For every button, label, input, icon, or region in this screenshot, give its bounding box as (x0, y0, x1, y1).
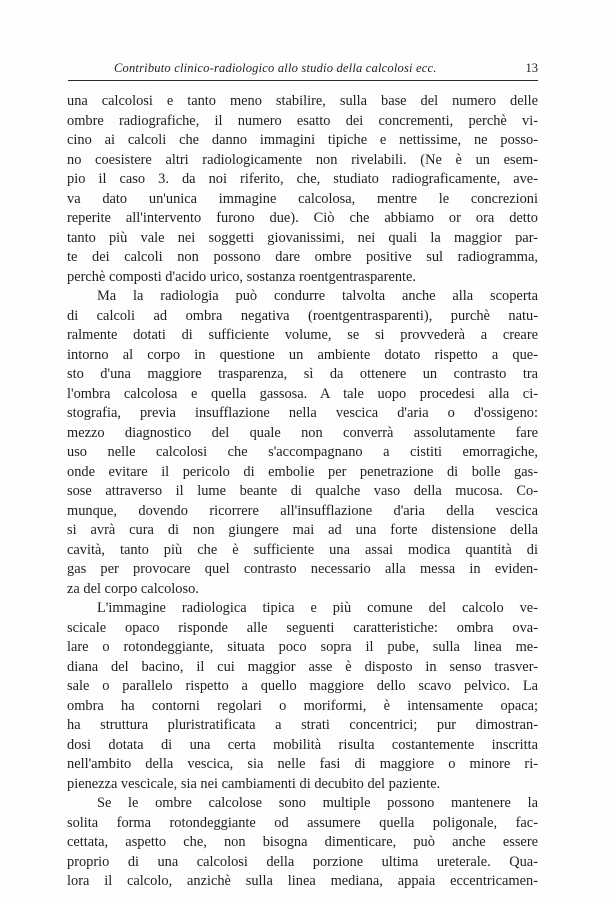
text-line: solita forma rotondeggiante od assumere quella poligonale, fac- (67, 814, 538, 831)
text-line: pio il caso 3. da noi riferito, che, studiato radiograficamente, ave- (67, 171, 538, 187)
text-line: lora il calcolo, anzichè sulla linea mediana, appaia eccentricamen- (67, 873, 538, 889)
text-line: l'ombra calcolosa e quella gassosa. A tale uopo procedesi alla ci- (67, 385, 538, 402)
text-line: cavità, tanto più che è sufficiente una assai modica quantità di (67, 541, 538, 558)
text-line: proprio di una calcolosi della porzione ultima ureterale. Qua- (67, 853, 538, 870)
text-line: ha struttura pluristratificata a strati concentrici; pur dimostran- (67, 717, 538, 733)
text-line: za del corpo calcoloso. (67, 580, 199, 597)
text-line: scicale opaco risponde alle seguenti caratteristiche: ombra ova- (67, 619, 538, 636)
text-line: diana del bacino, il cui maggior asse è disposto in senso trasver- (67, 658, 538, 675)
text-line: cettata, aspetto che, non bisogna dimenticare, può anche essere (67, 834, 538, 850)
paragraph (67, 92, 538, 287)
text-line: lare o rotondeggiante, situata poco sopra il pube, sulla linea me- (67, 639, 538, 655)
text-line: no coesistere altri radiologicamente non rivelabili. (Ne è un esem- (67, 151, 538, 168)
text-line: intorno al corpo in questione un ambiente dotato rispetto a que- (67, 346, 538, 363)
text-line: nell'ambito della vescica, sia nelle fasi di maggiore o minore ri- (67, 756, 538, 772)
text-line: munque, dovendo ricorrere all'insufflazione d'aria della vescica (67, 502, 538, 519)
text-line: sto d'una maggiore trasparenza, sì da ottenere un contrasto tra (67, 366, 538, 382)
text-line: ralmente dotati di sufficiente volume, se si provvederà a creare (67, 327, 538, 343)
text-line: te dei calcoli non possono dare ombre positive sul radiogramma, (67, 249, 538, 265)
text-line: sale o parallelo rispetto a quello maggiore dello scavo pelvico. La (67, 678, 538, 694)
text-line: Ma la radiologia può condurre talvolta anche alla scoperta (97, 288, 538, 304)
text-line: ombre radiografiche, il numero esatto dei concrementi, perchè vi- (67, 112, 538, 129)
text-line: sose attraverso il lume beante di qualche vaso della mucosa. Co- (67, 483, 538, 499)
text-line: L'immagine radiologica tipica e più comune del calcolo ve- (97, 600, 538, 616)
header-rule (68, 80, 538, 81)
text-line: cino ai calcoli che danno immagini tipiche e nettissime, ne posso- (67, 132, 538, 148)
text-line: stografia, previa insufflazione nella vescica d'aria o d'ossigeno: (67, 405, 538, 421)
running-title: Contributo clinico-radiologico allo studio della calcolosi ecc. (114, 61, 437, 75)
paragraph (67, 794, 538, 892)
paragraph (67, 287, 538, 599)
text-line: tanto più vale nei soggetti giovanissimi, nei quali la maggior par- (67, 229, 538, 246)
text-line: si avrà cura di non giungere mai ad una forte distensione della (67, 522, 538, 538)
text-line: perchè composti d'acido urico, sostanza roentgentrasparente. (67, 268, 417, 285)
page-number: 13 (525, 61, 538, 75)
text-line: gas per provocare quel contrasto necessario alla messa in eviden- (67, 561, 538, 577)
text-line: di calcoli ad ombra negativa (roentgentrasparenti), purchè natu- (67, 307, 538, 324)
text-line: pienezza vescicale, sia nei cambiamenti di decubito del paziente. (67, 775, 441, 792)
text-line: mezzo diagnostico del quale non converrà assolutamente fare (67, 424, 538, 441)
text-line: onde evitare il pericolo di embolie per penetrazione di bolle gas- (67, 463, 538, 480)
text-line: reperite all'intervento furono due). Ciò che abbiamo or ora detto (67, 210, 538, 226)
text-line: ombra ha contorni regolari o moriformi, è intensamente opaca; (67, 697, 538, 714)
text-line: dosi dotata di una certa mobilità risulta costantemente inscritta (67, 736, 538, 753)
running-head (68, 61, 538, 79)
body-text (67, 92, 538, 892)
text-line: una calcolosi e tanto meno stabilire, sulla base del numero delle (67, 93, 538, 109)
text-line: uso nelle calcolosi che s'accompagnano a cistiti emorragiche, (67, 444, 538, 460)
paragraph (67, 599, 538, 794)
text-line: va dato un'unica immagine calcolosa, mentre le concrezioni (67, 190, 538, 207)
text-line: Se le ombre calcolose sono multiple possono mantenere la (97, 795, 538, 811)
